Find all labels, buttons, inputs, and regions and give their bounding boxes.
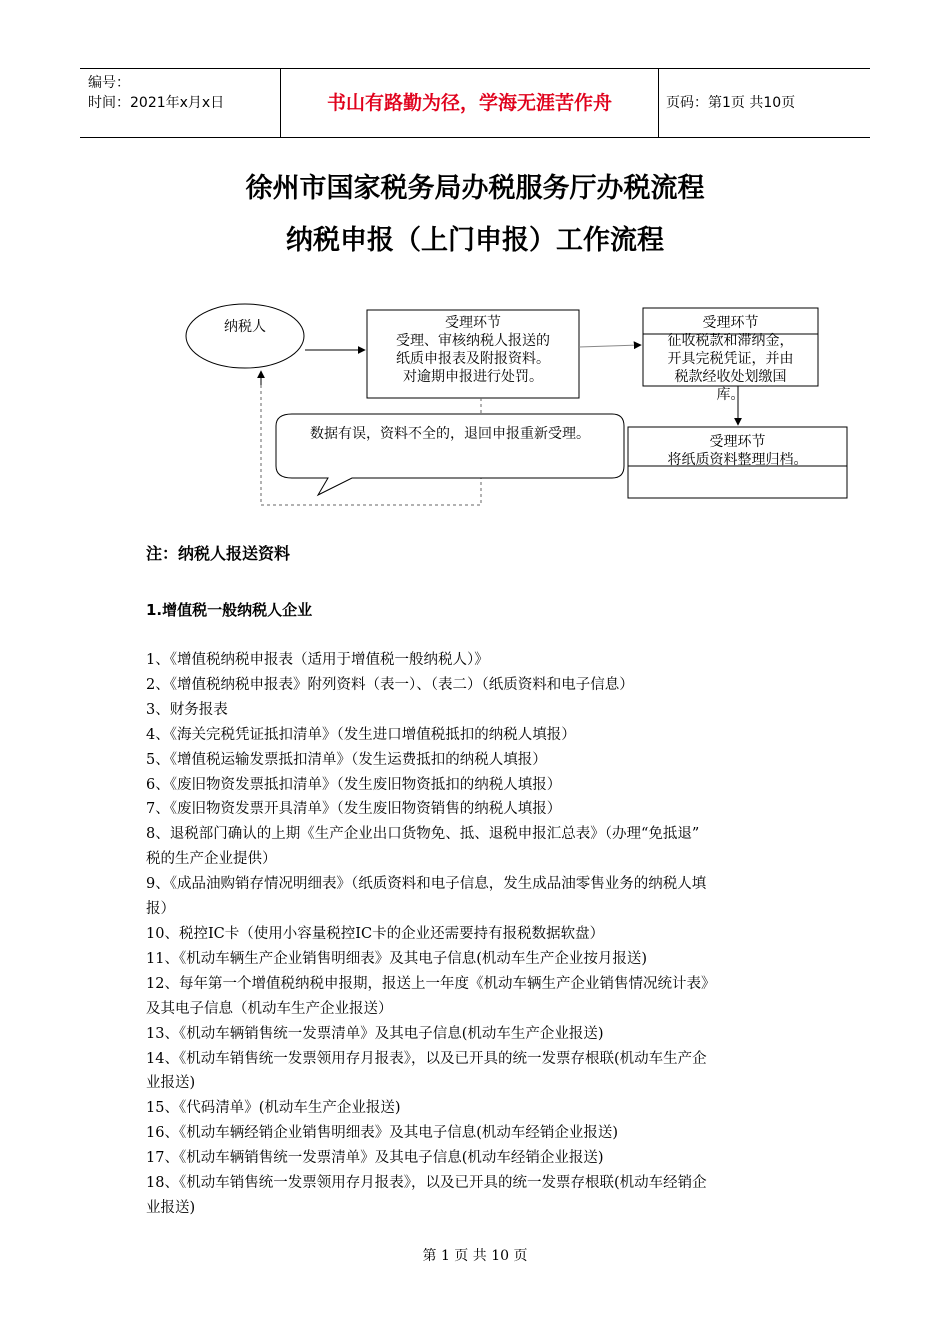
list-item: 5、《增值税运输发票抵扣清单》（发生运费抵扣的纳税人填报）	[146, 751, 547, 768]
document-number: 编号：	[88, 75, 130, 91]
acceptance-title: 受理环节	[445, 315, 501, 331]
section-heading: 1.增值税一般纳税人企业	[146, 601, 313, 619]
page-subtitle: 纳税申报（上门申报）工作流程	[286, 225, 664, 256]
list-item: 业报送)	[146, 1075, 196, 1092]
list-item: 11、《机动车辆生产企业销售明细表》及其电子信息(机动车生产企业按月报送)	[146, 950, 648, 967]
list-item: 2、《增值税纳税申报表》附列资料（表一）、（表二）（纸质资料和电子信息）	[146, 676, 634, 693]
list-item: 报）	[146, 901, 175, 918]
header-divider	[658, 69, 659, 137]
list-item: 14、《机动车销售统一发票领用存月报表》，以及已开具的统一发票存根联(机动车生产企	[146, 1050, 707, 1067]
page-title: 徐州市国家税务局办税服务厅办税流程	[245, 173, 705, 204]
collection-line: 库。	[716, 387, 745, 403]
acceptance-line: 受理、审核纳税人报送的	[396, 333, 550, 349]
note-heading: 注：纳税人报送资料	[146, 544, 291, 563]
collection-box-text	[643, 314, 818, 404]
list-item: 3、财务报表	[146, 701, 228, 718]
callout-text: 数据有误，资料不全的，退回申报重新受理。	[310, 426, 590, 442]
arrow-to-collection	[579, 345, 641, 347]
list-item: 4、《海关完税凭证抵扣清单》（发生进口增值税抵扣的纳税人填报）	[146, 726, 576, 743]
document-time: 时间：2021年x月x日	[88, 95, 225, 111]
acceptance-line: 纸质申报表及附报资料。	[396, 351, 550, 367]
list-item: 税的生产企业提供）	[146, 851, 277, 868]
list-item: 13、《机动车辆销售统一发票清单》及其电子信息(机动车生产企业报送)	[146, 1025, 604, 1042]
acceptance-box-text	[367, 314, 579, 386]
page-footer: 第 1 页 共 10 页	[422, 1248, 528, 1264]
header-meta	[88, 73, 278, 113]
archive-line: 将纸质资料整理归档。	[667, 452, 808, 468]
collection-line: 税款经收处划缴国	[674, 369, 787, 385]
list-item: 业报送)	[146, 1199, 196, 1216]
list-item: 9、《成品油购销存情况明细表》（纸质资料和电子信息，发生成品油零售业务的纳税人填	[146, 876, 707, 893]
taxpayer-node	[186, 304, 304, 368]
list-item: 16、《机动车辆经销企业销售明细表》及其电子信息(机动车经销企业报送)	[146, 1125, 619, 1142]
list-item: 18、《机动车销售统一发票领用存月报表》，以及已开具的统一发票存根联(机动车经销企	[146, 1175, 707, 1192]
list-item: 6、《废旧物资发票抵扣清单》（发生废旧物资抵扣的纳税人填报）	[146, 776, 562, 793]
archive-box-text	[628, 433, 847, 469]
list-item: 8、退税部门确认的上期《生产企业出口货物免、抵、退税申报汇总表》（办理“免抵退”	[146, 826, 700, 843]
collection-line: 开具完税凭证，并由	[667, 351, 794, 367]
header-page-info: 页码：第1页 共10页	[666, 95, 796, 111]
list-item: 1、《增值税纳税申报表（适用于增值税一般纳税人）》	[146, 652, 489, 668]
taxpayer-label: 纳税人	[224, 319, 266, 335]
archive-title: 受理环节	[709, 434, 766, 450]
list-item: 7、《废旧物资发票开具清单》（发生废旧物资销售的纳税人填报）	[146, 801, 562, 818]
collection-line: 征收税款和滞纳金，	[667, 333, 794, 349]
page-header	[80, 68, 870, 138]
header-motto: 书山有路勤为径，学海无涯苦作舟	[326, 92, 612, 114]
workflow-diagram	[0, 290, 950, 520]
collection-title: 受理环节	[702, 315, 759, 331]
acceptance-line: 对逾期申报进行处罚。	[403, 369, 543, 385]
document-list	[146, 648, 814, 1221]
list-item: 及其电子信息（机动车生产企业报送）	[146, 1000, 393, 1017]
list-item: 12、每年第一个增值税纳税申报期，报送上一年度《机动车辆生产企业销售情况统计表》	[146, 975, 716, 992]
list-item: 15、《代码清单》(机动车生产企业报送)	[146, 1100, 401, 1117]
list-item: 10、税控IC卡（使用小容量税控IC卡的企业还需要持有报税数据软盘）	[146, 925, 605, 942]
list-item: 17、《机动车辆销售统一发票清单》及其电子信息(机动车经销企业报送)	[146, 1150, 604, 1167]
